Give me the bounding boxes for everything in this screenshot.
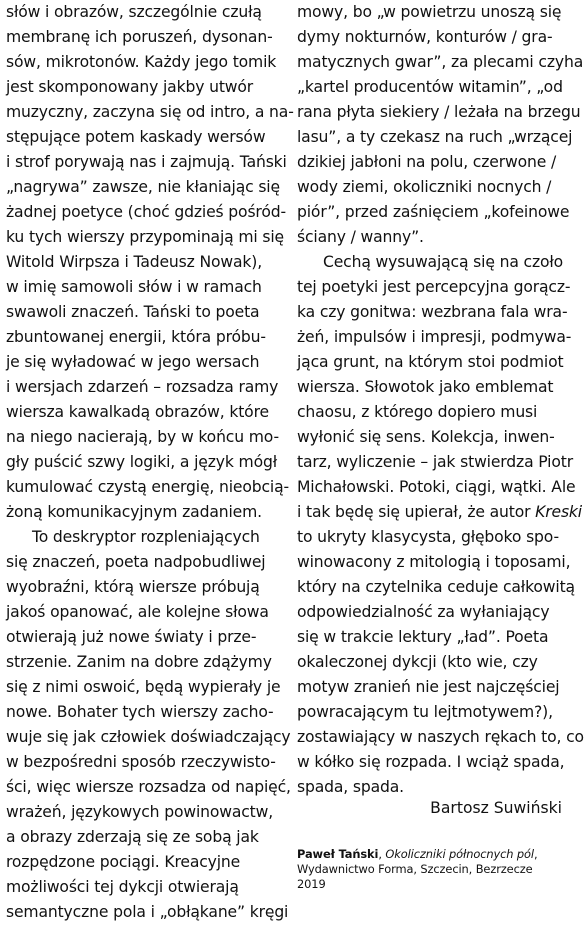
text-line: nowe. Bohater tych wierszy zacho- bbox=[6, 703, 274, 721]
text-line: to ukryty klasycysta, głęboko spo- bbox=[297, 528, 559, 546]
author-signature: Bartosz Suwiński bbox=[430, 799, 562, 817]
text-line: winowacony z mitologią i toposami, bbox=[297, 553, 571, 571]
text-line: ściany / wanny”. bbox=[297, 228, 424, 246]
text-line: w kółko się rozpada. I wciąż spada, bbox=[297, 753, 565, 771]
text-line: ku tych wierszy przypominają mi się bbox=[6, 228, 284, 246]
citation-publisher: Wydawnictwo Forma, Szczecin, Bezrzecze bbox=[297, 862, 533, 876]
book-citation bbox=[297, 847, 565, 892]
citation-line bbox=[297, 847, 565, 862]
text-line: motyw zranień nie jest najczęściej bbox=[297, 678, 560, 696]
text-line: Witold Wirpsza i Tadeusz Nowak), bbox=[6, 253, 263, 271]
citation-separator: , bbox=[378, 847, 386, 861]
text-line: ści, więc wiersze rozsadza od napięć, bbox=[6, 778, 291, 796]
text-line: strzenie. Zanim na dobre zdążymy bbox=[6, 653, 272, 671]
text-line: zostawiający w naszych rękach to, co bbox=[297, 728, 584, 746]
text-line: kumulować czystą energię, nieobcią- bbox=[6, 478, 289, 496]
citation-punctuation: , bbox=[534, 847, 538, 861]
text-line: rozpędzone pociągi. Kreacyjne bbox=[6, 853, 241, 871]
text-line: jakoś opanować, ale kolejne słowa bbox=[6, 603, 269, 621]
text-line: jest skomponowany jakby utwór bbox=[6, 78, 254, 96]
text-line: gły puścić szwy logiki, a język mógł bbox=[6, 453, 277, 471]
text-line: wody ziemi, okoliczniki nocnych / bbox=[297, 178, 552, 196]
text-line: żadnej poetyce (choć gdzieś pośród- bbox=[6, 203, 286, 221]
text-segment: i tak będę się upierał, że autor bbox=[297, 503, 531, 521]
text-line: dzikiej jabłoni na polu, czerwone / bbox=[297, 153, 557, 171]
citation-author: Paweł Tański bbox=[297, 847, 379, 861]
text-line-with-emphasis bbox=[297, 500, 582, 525]
text-line: żeń, impulsów i impresji, podmywa- bbox=[297, 328, 572, 346]
text-line: się znaczeń, poeta nadpobudliwej bbox=[6, 553, 266, 571]
text-line: wiersza. Słowotok jako emblemat bbox=[297, 378, 554, 396]
text-line: matycznych gwar”, za plecami czyha bbox=[297, 53, 584, 71]
text-line: „nagrywa” zawsze, nie kłaniając się bbox=[6, 178, 280, 196]
text-line: sów, mikrotonów. Każdy jego tomik bbox=[6, 53, 277, 71]
text-line: Michałowski. Potoki, ciągi, wątki. Ale bbox=[297, 478, 576, 496]
text-line: tej poetyki jest percepcyjna gorącz- bbox=[297, 278, 571, 296]
text-line: rana płyta siekiery / leżała na brzegu bbox=[297, 103, 581, 121]
text-line: odpowiedzialność za wyłaniający bbox=[297, 603, 550, 621]
text-line: mowy, bo „w powietrzu unoszą się bbox=[297, 3, 562, 21]
text-line: spada, spada. bbox=[297, 778, 404, 796]
text-line: tarz, wyliczenie – jak stwierdza Piotr bbox=[297, 453, 573, 471]
text-line: wuje się jak człowiek doświadczający bbox=[6, 728, 291, 746]
paragraph-start-line: Cechą wysuwającą się na czoło bbox=[323, 253, 564, 271]
text-line: słów i obrazów, szczególnie czułą bbox=[6, 3, 262, 21]
text-line: się z nimi oswoić, będą wypierały je bbox=[6, 678, 281, 696]
text-line: dymy nokturnów, konturów / gra- bbox=[297, 28, 553, 46]
text-line: wrażeń, językowych powinowactw, bbox=[6, 803, 274, 821]
text-line: w bezpośredni sposób rzeczywisto- bbox=[6, 753, 276, 771]
text-line: ka czy gonitwa: wezbrana fala wra- bbox=[297, 303, 568, 321]
text-line: i strof porywają nas i zajmują. Tański bbox=[6, 153, 287, 171]
text-line: powracającym tu lejtmotywem?), bbox=[297, 703, 553, 721]
paragraph-start-line: To deskryptor rozpleniających bbox=[32, 528, 260, 546]
text-line: semantyczne pola i „obłąkane” kręgi bbox=[6, 903, 289, 921]
text-line: wyobraźni, którą wiersze próbują bbox=[6, 578, 260, 596]
text-line: swawoli znaczeń. Tański to poeta bbox=[6, 303, 260, 321]
text-line: membranę ich poruszeń, dysonan- bbox=[6, 28, 273, 46]
text-line: muzyczny, zaczyna się od intro, a na- bbox=[6, 103, 294, 121]
text-line: jąca grunt, na którym stoi podmiot bbox=[297, 353, 564, 371]
text-line: na niego nacierają, by w końcu mo- bbox=[6, 428, 279, 446]
text-line: w imię samowoli słów i w ramach bbox=[6, 278, 262, 296]
text-line: lasu”, a ty czekasz na ruch „wrzącej bbox=[297, 128, 573, 146]
text-line: zbuntowanej energii, która próbu- bbox=[6, 328, 266, 346]
text-line: żoną komunikacyjnym zadaniem. bbox=[6, 503, 262, 521]
text-line: „kartel producentów witamin”, „od bbox=[297, 78, 563, 96]
text-line: się w trakcie lektury „ład”. Poeta bbox=[297, 628, 549, 646]
text-line: i wersjach zdarzeń – rozsadza ramy bbox=[6, 378, 279, 396]
citation-year: 2019 bbox=[297, 877, 326, 891]
text-line: piór”, przed zaśnięciem „kofeinowe bbox=[297, 203, 570, 221]
text-line: wiersza kawalkadą obrazów, które bbox=[6, 403, 269, 421]
text-line: otwierają już nowe światy i prze- bbox=[6, 628, 257, 646]
right-column bbox=[297, 0, 584, 800]
book-title-emphasis: Kreski bbox=[535, 503, 582, 521]
citation-title: Okoliczniki północnych pól bbox=[385, 847, 534, 861]
text-line: wyłonić się sens. Kolekcja, inwen- bbox=[297, 428, 555, 446]
text-line: który na czytelnika ceduje całkowitą bbox=[297, 578, 575, 596]
text-line: możliwości tej dykcji otwierają bbox=[6, 878, 239, 896]
text-line: okaleczonej dykcji (kto wie, czy bbox=[297, 653, 538, 671]
text-line: a obrazy zderzają się ze sobą jak bbox=[6, 828, 259, 846]
text-line: je się wyładować w jego wersach bbox=[6, 353, 260, 371]
text-line: chaosu, z którego dopiero musi bbox=[297, 403, 538, 421]
left-column bbox=[6, 0, 294, 925]
text-line: stępujące potem kaskady wersów bbox=[6, 128, 266, 146]
